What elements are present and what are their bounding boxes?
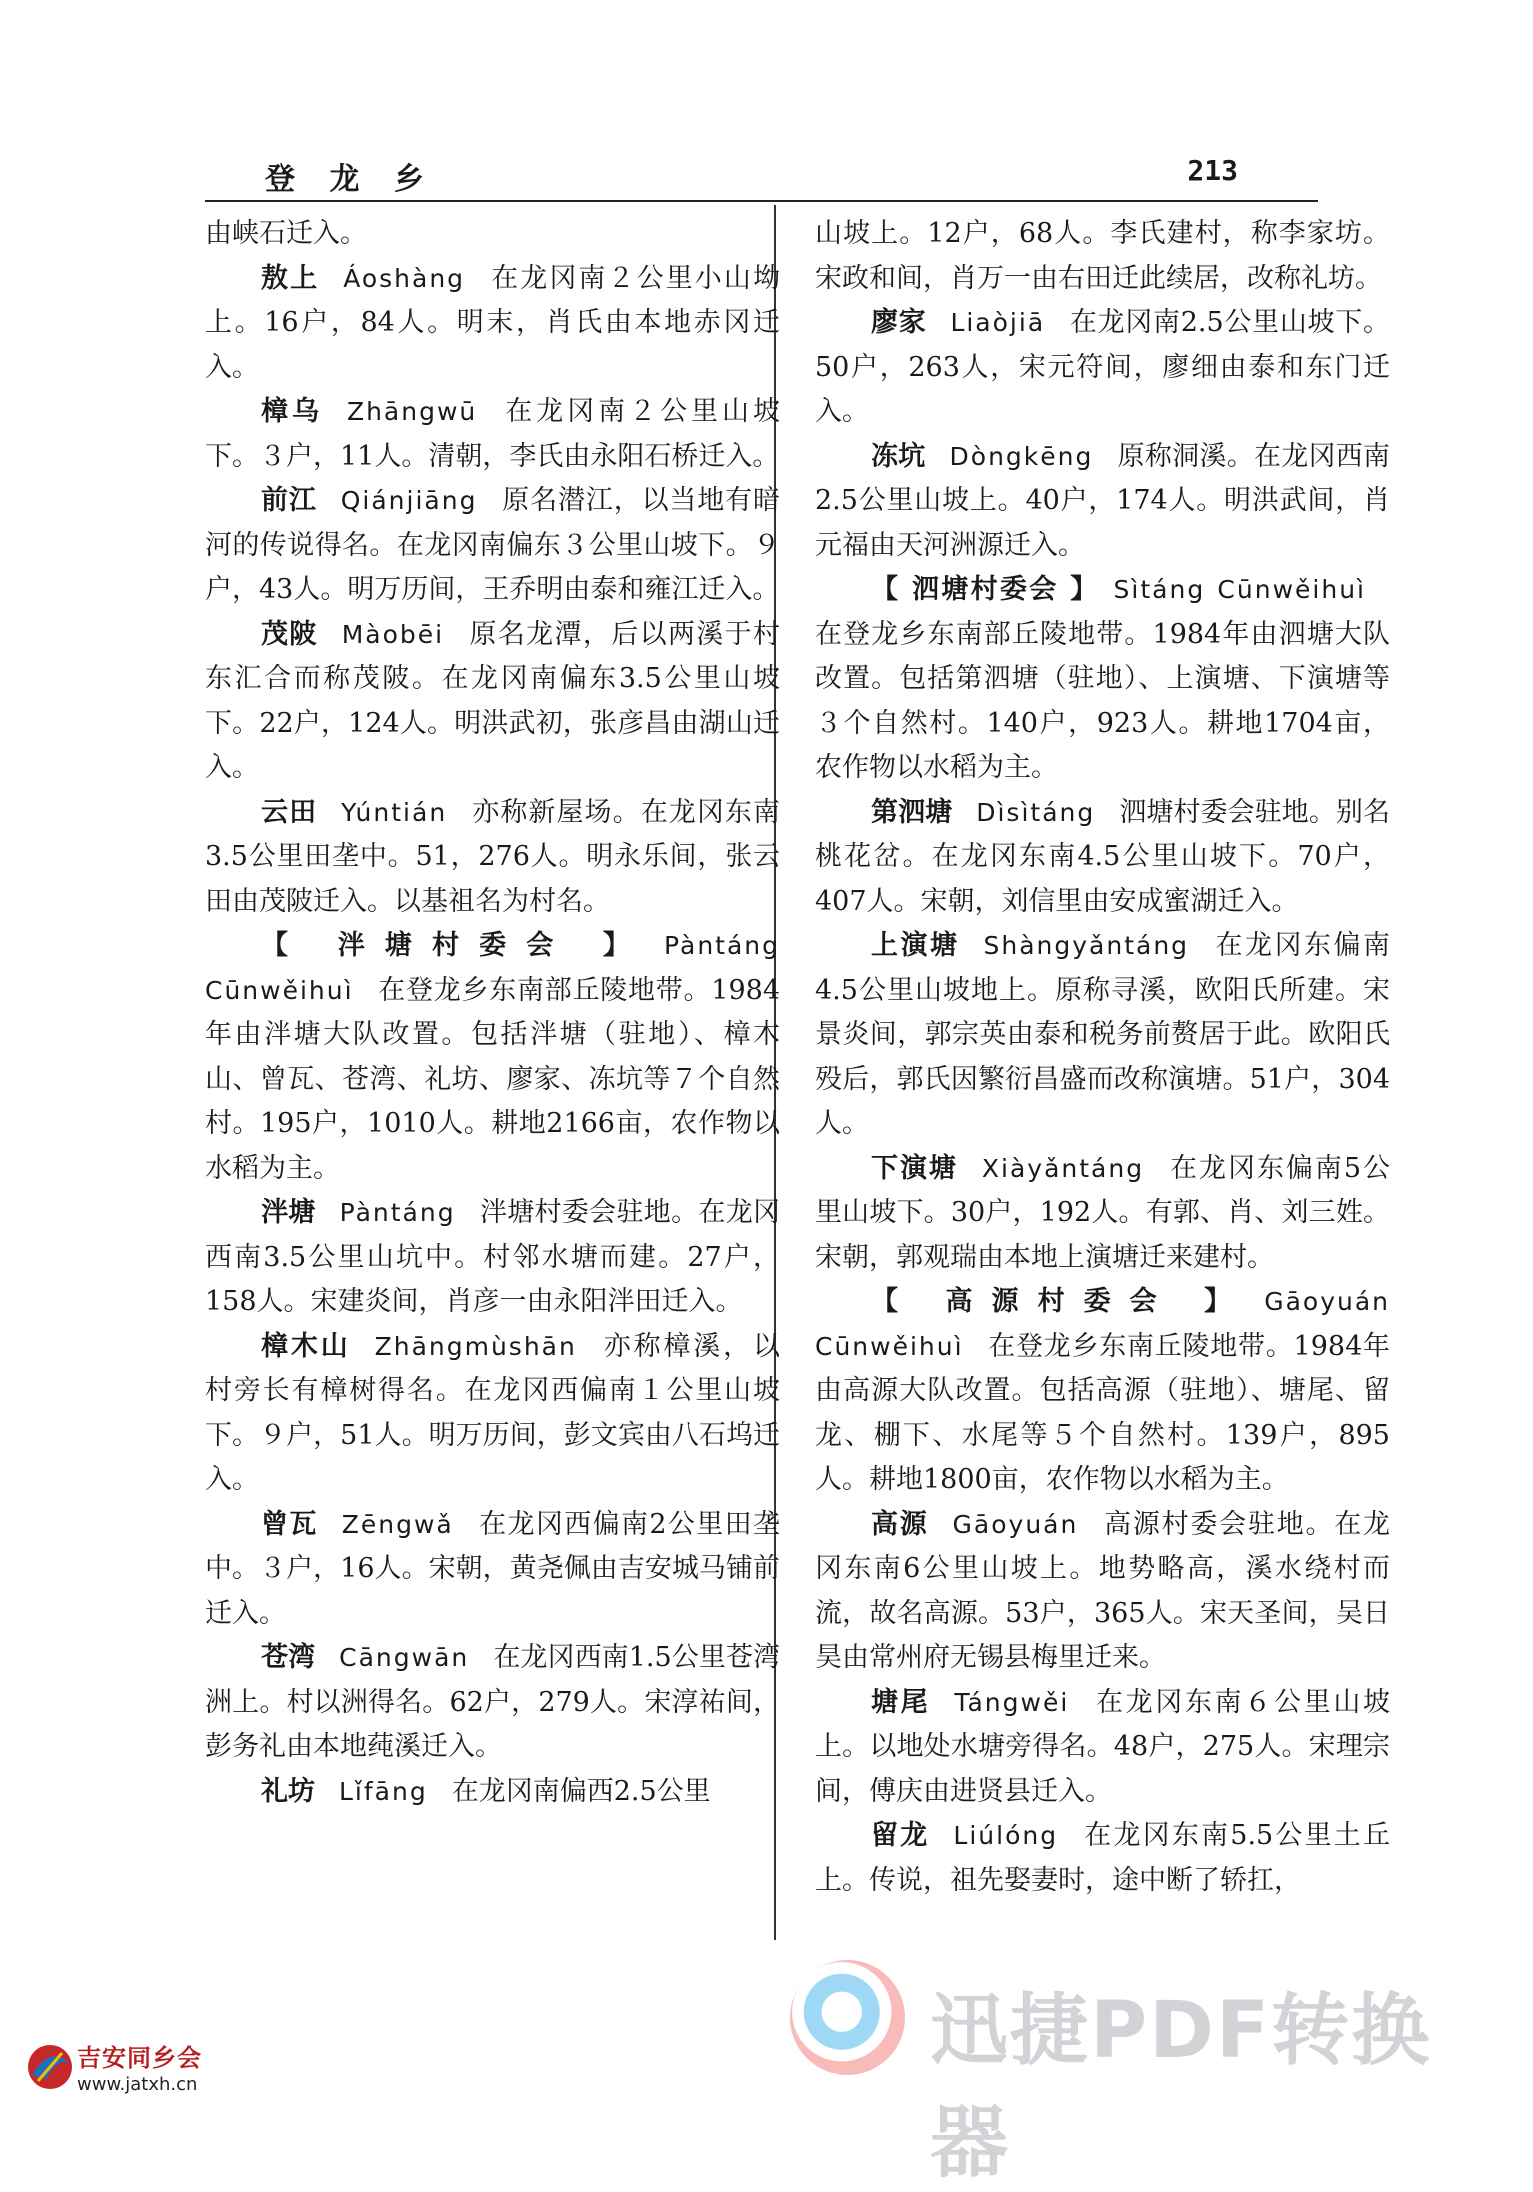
village-name: 曾瓦 — [261, 1508, 318, 1540]
continued-paragraph — [815, 212, 1390, 301]
pinyin: Lǐfāng — [339, 1776, 428, 1806]
committee-name: 【 高源村委会 】 — [871, 1286, 1251, 1317]
left-column — [205, 212, 780, 1814]
pinyin: Pàntáng — [339, 1198, 456, 1227]
village-name: 廖家 — [871, 307, 927, 338]
entry-text: 在龙冈西南1.5公里苍湾洲上。村以洲得名。62户，279人。宋淳祐间，彭务礼由本地莼溪迁入。 — [205, 1642, 780, 1762]
village-name: 泮塘 — [261, 1197, 316, 1228]
village-entry — [205, 1770, 780, 1815]
village-entry — [815, 1681, 1390, 1815]
village-name: 敖上 — [261, 262, 320, 294]
village-name: 樟乌 — [261, 396, 323, 427]
entry-text: 在龙冈东南5.5公里土丘上。传说，祖先娶妻时，途中断了轿扛， — [815, 1820, 1390, 1896]
village-entry — [205, 1636, 780, 1770]
committee-name: 【 泗塘村委会 】 — [871, 574, 1100, 605]
entry-text: 山坡上。12户，68人。李氏建村，称李家坊。宋政和间，肖万一由右田迁此续居，改称礼坊。 — [815, 218, 1390, 294]
site-logo-name: 吉安同乡会 — [77, 2043, 202, 2072]
pinyin: Zhāngwū — [346, 397, 478, 426]
site-logo-url: www.jatxh.cn — [77, 2074, 198, 2095]
village-name: 前江 — [261, 485, 317, 516]
pinyin: Gāoyuán — [952, 1509, 1079, 1539]
section-title: 登 龙 乡 — [265, 162, 436, 197]
pinyin: Cāngwān — [339, 1643, 470, 1672]
right-column — [815, 212, 1390, 1903]
village-entry — [815, 1814, 1390, 1903]
village-name: 樟木山 — [261, 1330, 351, 1362]
entry-text: 亦称新屋场。在龙冈东南3.5公里田垄中。51，276人。明永乐间，张云田由茂陂迁入。以基祖名为村名。 — [205, 796, 781, 917]
entry-text: 原名潜江，以当地有暗河的传说得名。在龙冈南偏东３公里山坡下。９户，43人。明万历间，王乔明由泰和雍江迁入。 — [205, 485, 781, 605]
continued-paragraph — [205, 212, 780, 257]
village-entry — [205, 1325, 780, 1503]
village-name: 留龙 — [871, 1820, 930, 1851]
pinyin: Zhāngmùshān — [374, 1331, 577, 1361]
village-name: 苍湾 — [261, 1642, 316, 1673]
entry-text: 在登龙乡东南部丘陵地带。1984年由泮塘大队改置。包括泮塘（驻地）、樟木山、曾瓦、苍湾、礼坊、廖家、冻坑等７个自然村。195户，1010人。耕地2166亩，农作物以水稻为主。 — [205, 974, 780, 1184]
village-name: 第泗塘 — [871, 796, 953, 828]
watermark-logo-icon — [790, 1960, 905, 2075]
entry-text: 在登龙乡东南部丘陵地带。1984年由泗塘大队改置。包括第泗塘（驻地）、上演塘、下演塘等３个自然村。140户，923人。耕地1704亩，农作物以水稻为主。 — [815, 618, 1390, 783]
pinyin: Qiánjiāng — [340, 486, 478, 515]
entry-text: 由峡石迁入。 — [205, 218, 367, 249]
village-name: 塘尾 — [871, 1686, 931, 1718]
committee-entry — [205, 924, 780, 1191]
pinyin: Dòngkēng — [949, 441, 1094, 471]
pinyin: Áoshàng — [343, 263, 466, 293]
entry-text: 在龙冈南2.5公里山坡下。50户，263人，宋元符间，廖细由泰和东门迁入。 — [815, 307, 1390, 427]
entry-text: 在登龙乡东南丘陵地带。1984年由高源大队改置。包括高源（驻地）、塘尾、留龙、棚下、水尾等５个自然村。139户，895人。耕地1800亩，农作物以水稻为主。 — [815, 1330, 1390, 1495]
site-logo-icon — [20, 2035, 80, 2095]
entry-text: 泗塘村委会驻地。别名桃花岔。在龙冈东南4.5公里山坡下。70户，407人。宋朝，刘信里由安成蜜湖迁入。 — [815, 796, 1391, 917]
village-entry — [815, 791, 1390, 925]
village-name: 茂陂 — [261, 618, 318, 650]
entry-text: 在龙冈东南６公里山坡上。以地处水塘旁得名。48户，275人。宋理宗间，傅庆由进贤县迁入。 — [815, 1686, 1391, 1807]
village-entry — [815, 435, 1390, 569]
village-entry — [205, 257, 780, 391]
village-name: 上演塘 — [871, 930, 960, 961]
pinyin: Gāoyuán Cūnwěihuì — [815, 1287, 1390, 1361]
pinyin: Dìsìtáng — [976, 797, 1096, 827]
village-name: 礼坊 — [261, 1775, 315, 1807]
entry-text: 在龙冈西偏南2公里田垄中。３户，16人。宋朝，黄尧佩由吉安城马铺前迁入。 — [205, 1508, 780, 1629]
village-entry — [205, 390, 780, 479]
entry-text: 原称洞溪。在龙冈西南2.5公里山坡上。40户，174人。明洪武间，肖元福由天河洲源迁入。 — [815, 440, 1391, 561]
village-entry — [815, 1503, 1390, 1681]
pinyin: Sìtáng Cūnwěihuì — [1113, 575, 1366, 604]
entry-text: 在龙冈南偏西2.5公里 — [451, 1775, 711, 1807]
pinyin: Pàntáng Cūnwěihuì — [205, 931, 780, 1005]
committee-entry — [815, 1280, 1390, 1503]
entry-text: 泮塘村委会驻地。在龙冈西南3.5公里山坑中。村邻水塘而建。27户，158人。宋建炎间，肖彦一由永阳泮田迁入。 — [205, 1197, 781, 1317]
village-name: 冻坑 — [871, 440, 926, 472]
entry-text: 在龙冈东偏南5公里山坡下。30户，192人。有郭、肖、刘三姓。宋朝，郭观瑞由本地上演塘迁来建村。 — [815, 1152, 1390, 1273]
pinyin: Shàngyǎntáng — [983, 931, 1190, 960]
pinyin: Zēngwǎ — [341, 1509, 454, 1539]
pinyin: Liaòjiā — [950, 308, 1046, 337]
pinyin: Xiàyǎntáng — [981, 1153, 1145, 1183]
committee-entry — [815, 568, 1390, 791]
site-logo — [15, 2010, 225, 2110]
village-entry — [205, 1191, 780, 1325]
pinyin: Tángwěi — [954, 1687, 1070, 1717]
entry-text: 在龙冈南２公里山坡下。３户，11人。清朝，李氏由永阳石桥迁入。 — [205, 396, 781, 472]
village-entry — [205, 613, 780, 791]
entry-text: 亦称樟溪，以村旁长有樟树得名。在龙冈西偏南１公里山坡下。９户，51人。明万历间，彭文宾由八石坞迁入。 — [205, 1330, 781, 1495]
entry-text: 原名龙潭，后以两溪于村东汇合而称茂陂。在龙冈南偏东3.5公里山坡下。22户，124人。明洪武初，张彦昌由湖山迁入。 — [205, 618, 781, 783]
pinyin: Liúlóng — [953, 1821, 1059, 1850]
village-name: 高源 — [871, 1508, 929, 1540]
village-entry — [205, 791, 780, 925]
committee-name: 【 泮塘村委会 】 — [261, 930, 651, 961]
pinyin: Màobēi — [341, 619, 445, 649]
watermark-text: 迅捷PDF转换器 — [930, 1986, 1432, 2188]
village-name: 云田 — [261, 796, 318, 828]
village-name: 下演塘 — [871, 1152, 958, 1184]
village-entry — [205, 1503, 780, 1637]
village-entry — [815, 301, 1390, 435]
entry-text: 高源村委会驻地。在龙冈东南6公里山坡上。地势略高，溪水绕村而流，故名高源。53户，365人。宋天圣间，吴日昊由常州府无锡县梅里迁来。 — [815, 1508, 1391, 1673]
village-entry — [815, 1147, 1390, 1281]
page-number: 213 — [1187, 154, 1238, 187]
pinyin: Yúntián — [341, 797, 448, 827]
village-entry — [205, 479, 780, 613]
pdf-converter-watermark — [790, 1960, 1490, 2188]
running-header — [205, 150, 1318, 202]
village-entry — [815, 924, 1390, 1147]
entry-text: 在龙冈南２公里小山坳上。16户，84人。明末，肖氏由本地赤冈迁入。 — [205, 262, 780, 383]
entry-text: 在龙冈东偏南4.5公里山坡地上。原称寻溪，欧阳氏所建。宋景炎间，郭宗英由泰和税务前赘居于此。欧阳氏殁后，郭氏因繁衍昌盛而改称演塘。51户，304人。 — [815, 930, 1390, 1139]
